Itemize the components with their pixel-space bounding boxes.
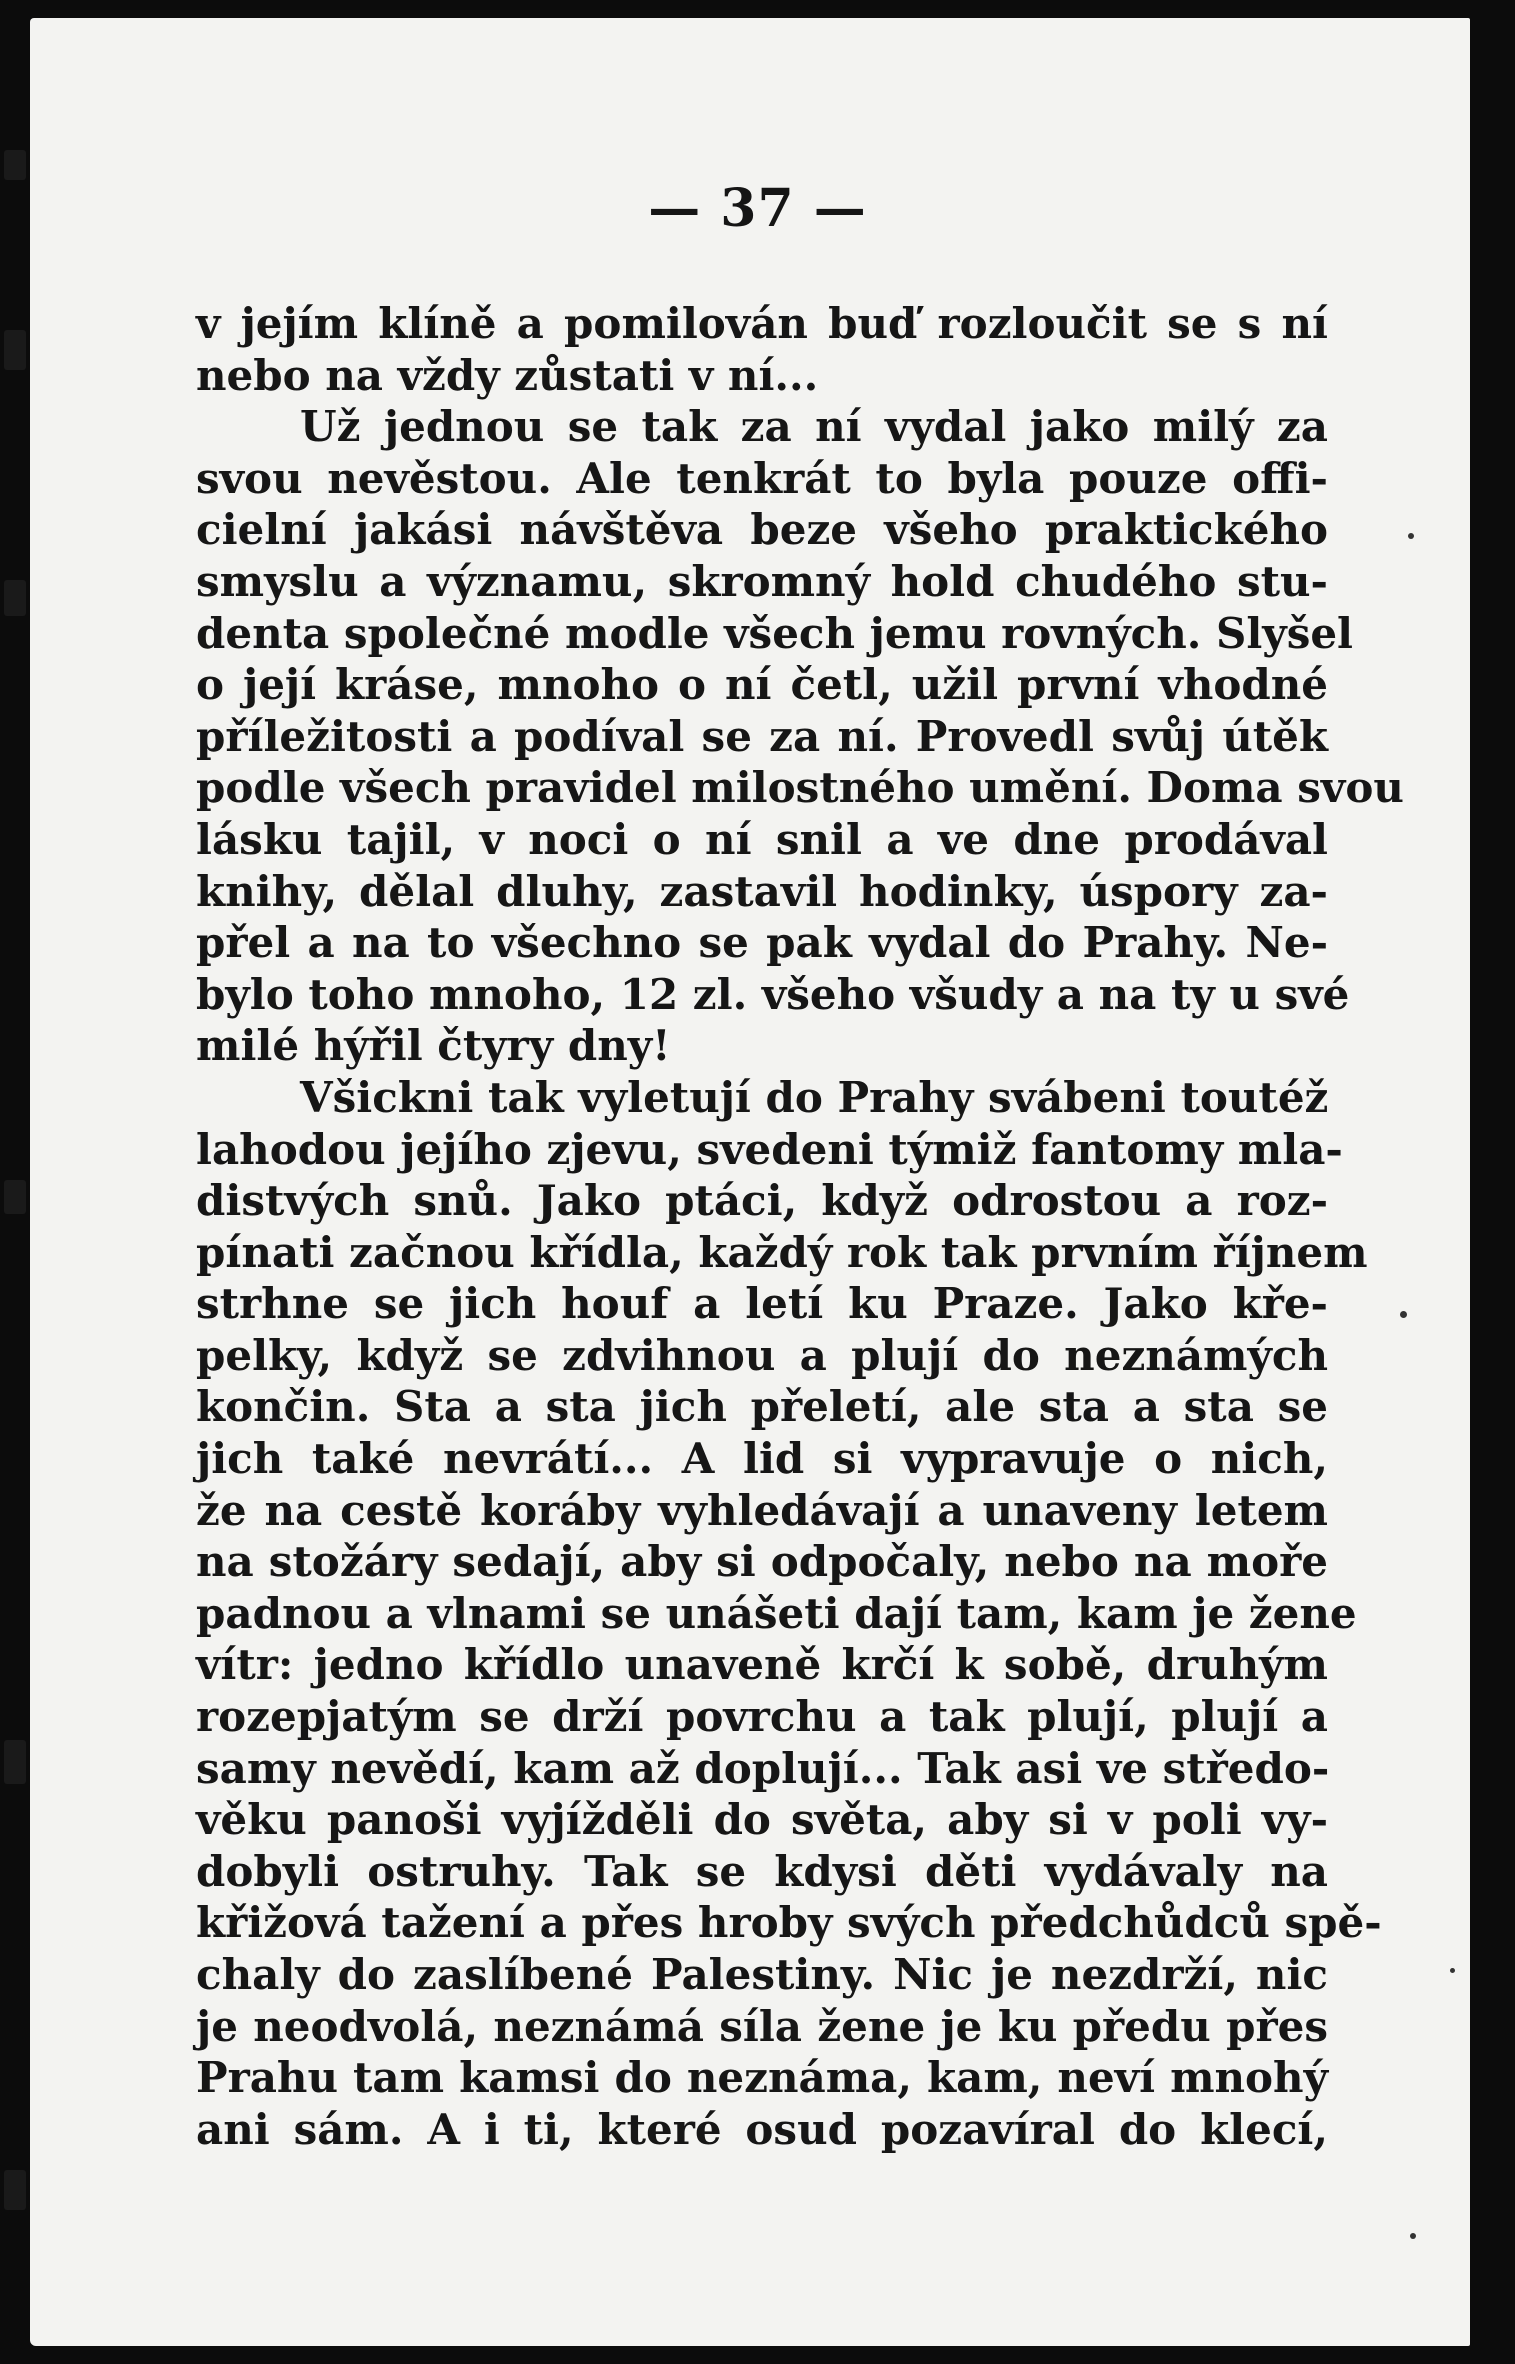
paper-speck [1410, 2233, 1416, 2239]
text-line: je neodvolá, neznámá síla žene je ku předu přes [196, 2001, 1328, 2051]
text-line: lásku tajil, v noci o ní snil a ve dne prodával [196, 814, 1328, 864]
text-line: distvých snů. Jako ptáci, když odrostou a roz- [196, 1176, 1328, 1226]
text-line: že na cestě koráby vyhledávají a unaveny letem [196, 1485, 1328, 1535]
text-line: padnou a vlnami se unášeti dají tam, kam je žene [196, 1588, 1357, 1638]
text-line: denta společné modle všech jemu rovných. Slyšel [196, 608, 1354, 658]
text-line: chaly do zaslíbené Palestiny. Nic je nezdrží, nic [196, 1950, 1328, 1999]
text-line: cielní jakási návštěva beze všeho praktického [196, 505, 1328, 555]
text-line: o její kráse, mnoho o ní četl, užil první vhodné [196, 660, 1328, 710]
binding-thread [4, 2170, 26, 2210]
text-line: smyslu a významu, skromný hold chudého stu- [196, 556, 1328, 606]
body-text [196, 298, 1404, 2155]
text-line: jich také nevrátí... A lid si vypravuje o nich, [196, 1434, 1328, 1484]
text-line: ani sám. A i ti, které osud pozavíral do klecí, [196, 2104, 1328, 2154]
text-line: svou nevěstou. Ale tenkrát to byla pouze offi- [196, 453, 1328, 503]
text-line: končin. Sta a sta jich přeletí, ale sta a sta se [196, 1382, 1328, 1432]
text-line: strhne se jich houf a letí ku Praze. Jako kře- [196, 1279, 1328, 1329]
binding-thread [4, 580, 26, 616]
paper-speck [1400, 1311, 1407, 1318]
text-line: na stožáry sedají, aby si odpočaly, nebo na moře [196, 1537, 1328, 1587]
text-line: přel a na to všechno se pak vydal do Prahy. Ne- [196, 918, 1328, 968]
text-line: pínati začnou křídla, každý rok tak prvním říjnem [196, 1227, 1368, 1277]
text-line: milé hýřil čtyry dny! [196, 1021, 671, 1071]
text-line: lahodou jejího zjevu, svedeni týmiž fantomy mla- [196, 1124, 1343, 1174]
paper-speck [1408, 533, 1414, 539]
text-line: knihy, dělal dluhy, zastavil hodinky, úspory za- [196, 866, 1328, 916]
binding-thread [4, 150, 26, 180]
text-line: příležitosti a podíval se za ní. Provedl svůj útěk [196, 711, 1328, 761]
text-line: křižová tažení a přes hroby svých předchůdců spě- [196, 1898, 1382, 1948]
text-line: vítr: jedno křídlo unaveně krčí k sobě, druhým [196, 1640, 1328, 1690]
binding-thread [4, 1180, 26, 1214]
page-number: — 37 — [648, 178, 867, 239]
text-line: nebo na vždy zůstati v ní... [196, 350, 819, 400]
text-line: Prahu tam kamsi do neznáma, kam, neví mnohý [196, 2053, 1328, 2103]
binding-thread [4, 330, 26, 370]
text-line: samy nevědí, kam až doplují... Tak asi ve středo- [196, 1743, 1330, 1793]
text-line: dobyli ostruhy. Tak se kdysi děti vydávaly na [196, 1846, 1328, 1896]
text-line: bylo toho mnoho, 12 zl. všeho všudy a na ty u své [196, 969, 1350, 1019]
text-line: věku panoši vyjížděli do světa, aby si v poli vy- [196, 1795, 1328, 1845]
binding-thread [4, 1740, 26, 1784]
text-line: v jejím klíně a pomilován buď rozloučit se s ní [196, 299, 1328, 348]
text-line: Už jednou se tak za ní vydal jako milý za [300, 402, 1328, 452]
text-line: Všickni tak vyletují do Prahy svábeni toutéž [300, 1072, 1329, 1122]
text-line: pelky, když se zdvihnou a plují do neznámých [196, 1330, 1328, 1380]
paper-speck [1450, 1968, 1455, 1973]
text-line: podle všech pravidel milostného umění. Doma svou [196, 763, 1404, 813]
text-line: rozepjatým se drží povrchu a tak plují, plují a [196, 1692, 1328, 1742]
